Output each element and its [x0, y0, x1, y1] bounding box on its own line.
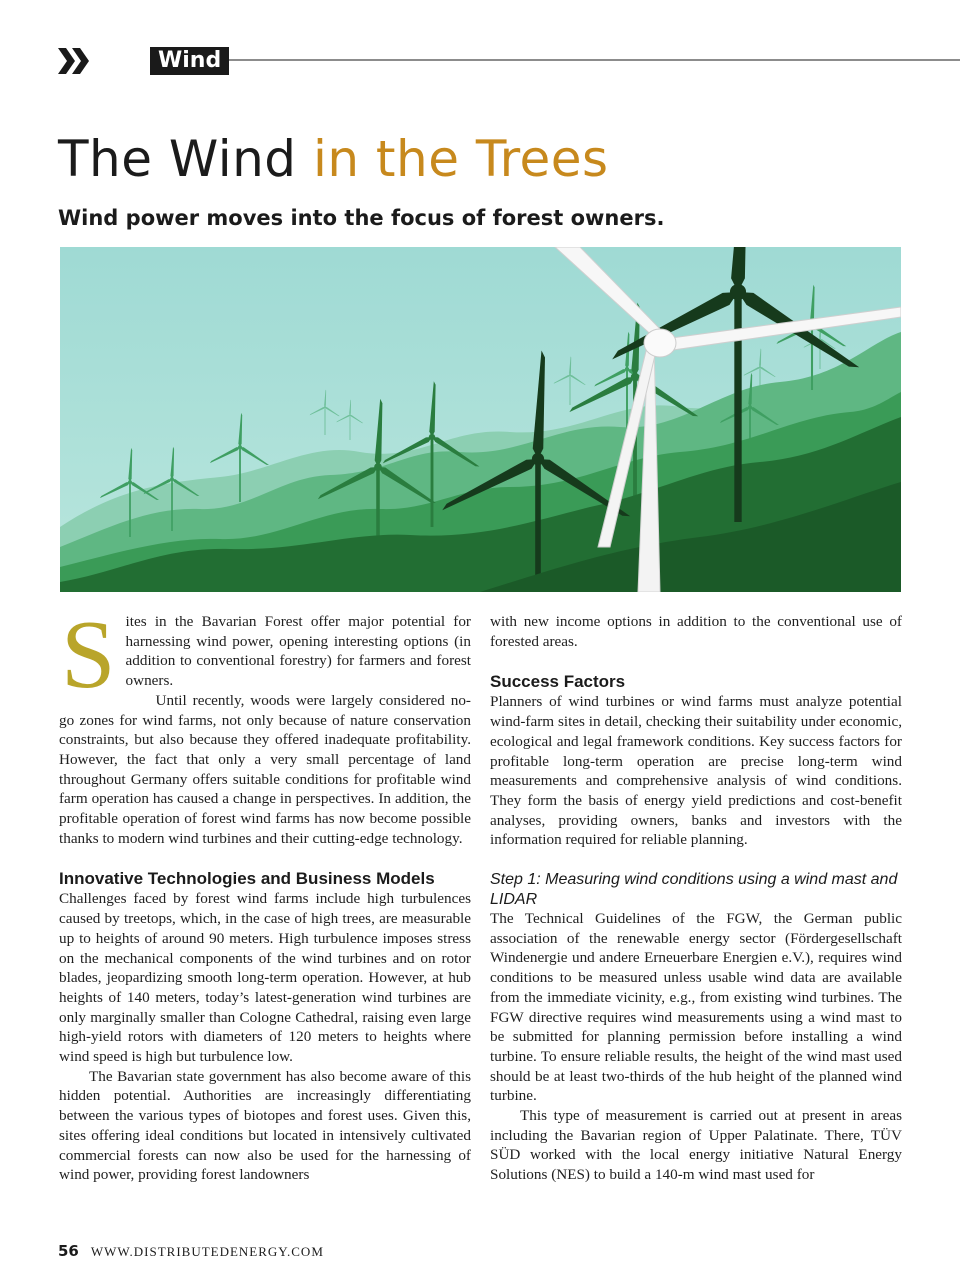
- article-column-left: [59, 601, 471, 1185]
- paragraph-intro: ites in the Bavarian Forest offer major potential for harnessing wind power, opening interesting options (in addition to conventional forestry) for farmers and forest owners.: [125, 613, 471, 690]
- paragraph: with new income options in addition to the conventional use of forested areas.: [490, 613, 902, 650]
- paragraph: Until recently, woods were largely considered no-go zones for wind farms, not only because of nature conservation constraints, but also because they offered inadequate profitability. However, the fact that only a very small percentage of land throughout Germany offers suitable conditions for profitable wind farm operation has caused a change in perspectives. In addition, the profitable operation of forest wind farms has now become possible thanks to modern wind turbines and their cutting-edge technology.: [59, 691, 471, 847]
- paragraph: Challenges faced by forest wind farms include high turbulences caused by treetops, which, in the case of high trees, are measurable up to heights of around 90 meters. High turbulence imposes stress on the mechanical components of the wind turbines and on rotor blades, jeopardizing smooth long-term operation. However, at hub heights of 140 meters, today’s latest-generation wind turbines are only marginally smaller than Cologne Cathedral, raising even large high-yield rotors with diameters of 120 meters to heights where wind speed is high but turbulence low.: [59, 890, 471, 1066]
- heading-success-factors: Success Factors: [490, 672, 626, 692]
- paragraph: Planners of wind turbines or wind farms must analyze potential wind-farm sites in detail, checking their suitability under economic, ecological and legal framework conditions. Key success factors for profitable long-term operation are precise long-term wind measurements and comprehensive analysis of wind conditions. They form the basis of energy yield predictions and cost-benefit analyses, providing owners, banks and investors with the information required for reliable planning.: [490, 693, 902, 849]
- section-header: [58, 44, 960, 78]
- title-main: The Wind: [58, 130, 313, 188]
- wind-turbines-illustration: [60, 247, 901, 592]
- double-chevron-icon: [58, 46, 92, 76]
- heading-innovative-technologies: Innovative Technologies and Business Models: [59, 869, 435, 889]
- title-accent: in the Trees: [312, 130, 609, 188]
- paragraph: The Bavarian state government has also become aware of this hidden potential. Authorities are increasingly differentiating between the various types of biotopes and forest uses. Given this, sites offering ideal conditions but located in intensively cultivated commercial forests can now also be used for the harnessing of wind power, providing forest landowners: [59, 1067, 471, 1184]
- section-tag: Wind: [150, 47, 229, 75]
- page-footer: [58, 1242, 324, 1260]
- page-number: 56: [58, 1242, 79, 1260]
- website-url: WWW.DISTRIBUTEDENERGY.COM: [90, 1244, 324, 1259]
- paragraph: The Technical Guidelines of the FGW, the German public association of the renewable energy sector (Fördergesellschaft Windenergie und andere Erneuerbare Energien e.V.), requires wind conditions to be measured unless usable wind data are available from the immediate vicinity, e.g., from existing wind turbines. The FGW directive requires wind measurements using a wind mast to be submitted for planning permission before installing a wind turbine. To ensure reliable results, the height of the wind mast used should be at least two-thirds of the hub height of the planned wind turbine.: [490, 910, 902, 1105]
- paragraph: This type of measurement is carried out at present in areas including the Bavarian region of Upper Palatinate. There, TÜV SÜD worked with the local energy initiative Natural Energy Solutions (NES) to build a 140-m wind mast used for: [490, 1107, 902, 1184]
- article-subtitle: Wind power moves into the focus of forest owners.: [58, 206, 665, 230]
- article-column-right: [490, 612, 902, 1185]
- drop-cap: S: [61, 601, 116, 709]
- heading-step-1: Step 1: Measuring wind conditions using a wind mast and LIDAR: [490, 871, 898, 908]
- section-rule: [162, 59, 960, 61]
- article-title: [58, 130, 609, 188]
